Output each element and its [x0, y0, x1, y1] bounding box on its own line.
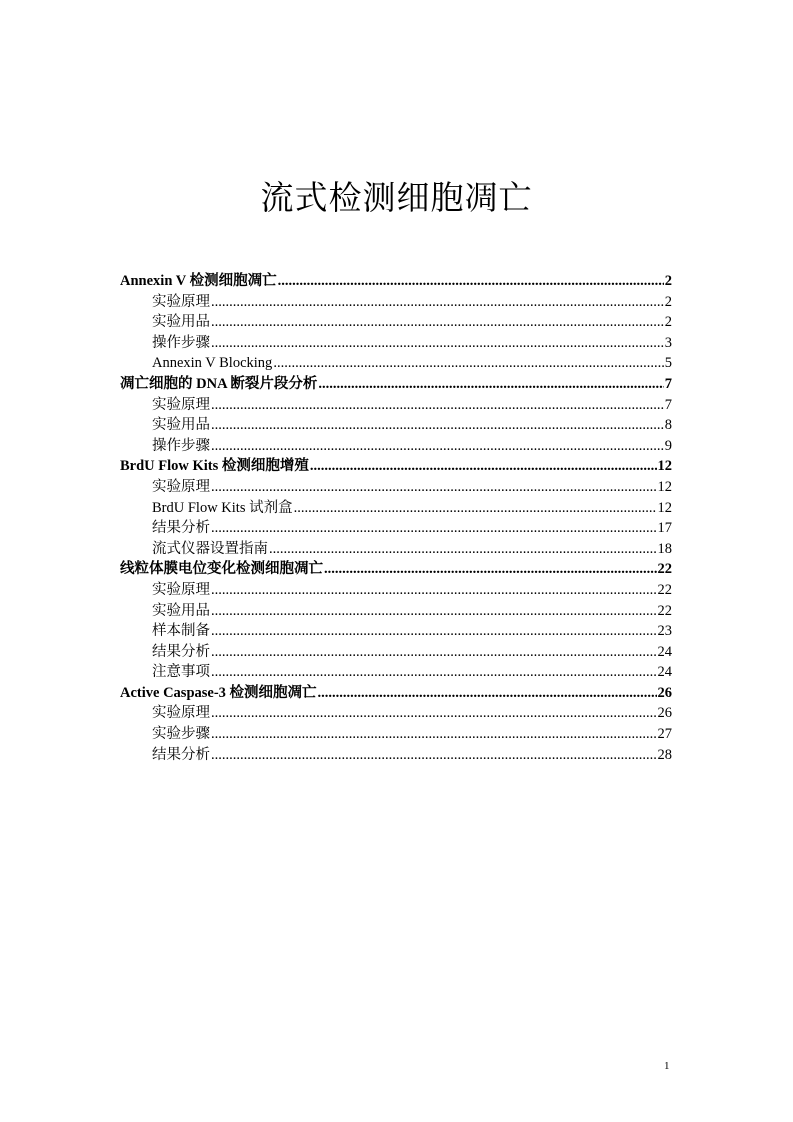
- toc-entry-page: 7: [664, 396, 672, 413]
- toc-entry-page: 3: [664, 334, 672, 351]
- toc-entry-label: 实验步骤: [152, 726, 210, 743]
- toc-leader: [211, 436, 664, 457]
- toc-entry-label: 流式仪器设置指南: [152, 540, 268, 557]
- toc-entry[interactable]: [120, 271, 672, 292]
- toc-entry-page: 9: [664, 437, 672, 454]
- toc-entry[interactable]: [120, 456, 672, 477]
- toc-entry-page: 2: [664, 314, 672, 331]
- toc-entry-label: 结果分析: [152, 520, 210, 537]
- toc-entry-label: 结果分析: [152, 746, 210, 763]
- toc-leader: [211, 395, 664, 416]
- toc-entry[interactable]: [120, 477, 672, 498]
- toc-entry-label: 实验原理: [152, 705, 210, 722]
- toc-entry[interactable]: [120, 292, 672, 313]
- toc-entry-label: 操作步骤: [152, 334, 210, 351]
- toc-entry-label: 实验原理: [152, 293, 210, 310]
- toc-entry[interactable]: [120, 724, 672, 745]
- toc-entry[interactable]: [120, 374, 672, 395]
- toc-entry-page: 12: [657, 458, 672, 475]
- toc-entry-page: 2: [664, 293, 672, 310]
- toc-entry-page: 7: [664, 375, 672, 392]
- toc-entry-label: 实验原理: [152, 478, 210, 495]
- toc-leader: [318, 374, 663, 395]
- toc-leader: [310, 456, 657, 477]
- toc-leader: [211, 580, 657, 601]
- toc-entry-label: Active Caspase-3 检测细胞凋亡: [120, 684, 317, 701]
- toc-entry-label: BrdU Flow Kits 检测细胞增殖: [120, 458, 309, 475]
- toc-entry[interactable]: [120, 683, 672, 704]
- toc-leader: [211, 292, 664, 313]
- toc-leader: [211, 662, 657, 683]
- toc-entry-page: 18: [657, 540, 672, 557]
- document-title: 流式检测细胞凋亡: [260, 178, 533, 217]
- toc-entry-page: 22: [657, 602, 672, 619]
- toc-entry[interactable]: [120, 621, 672, 642]
- toc-leader: [211, 518, 657, 539]
- page-number: 1: [664, 1060, 670, 1072]
- toc-entry-page: 24: [657, 664, 672, 681]
- toc-entry[interactable]: [120, 642, 672, 663]
- toc-leader: [211, 601, 657, 622]
- toc-leader: [211, 724, 657, 745]
- toc-entry[interactable]: [120, 703, 672, 724]
- toc-entry-label: BrdU Flow Kits 试剂盒: [152, 499, 293, 516]
- toc-entry-page: 22: [657, 561, 672, 578]
- toc-entry[interactable]: [120, 539, 672, 560]
- toc-entry-page: 28: [657, 746, 672, 763]
- table-of-contents: [120, 271, 672, 765]
- toc-entry-page: 22: [657, 581, 672, 598]
- toc-entry[interactable]: [120, 580, 672, 601]
- toc-entry[interactable]: [120, 333, 672, 354]
- toc-entry-label: 样本制备: [152, 623, 210, 640]
- toc-leader: [318, 683, 657, 704]
- toc-entry-label: 操作步骤: [152, 437, 210, 454]
- toc-entry-label: 结果分析: [152, 643, 210, 660]
- toc-entry-label: 实验原理: [152, 581, 210, 598]
- toc-entry-label: 凋亡细胞的 DNA 断裂片段分析: [120, 375, 318, 392]
- toc-entry-page: 26: [657, 684, 672, 701]
- toc-leader: [278, 271, 664, 292]
- toc-entry-label: 注意事项: [152, 664, 210, 681]
- toc-entry-page: 12: [657, 499, 672, 516]
- toc-entry-page: 5: [664, 355, 672, 372]
- toc-entry-page: 23: [657, 623, 672, 640]
- toc-leader: [294, 498, 657, 519]
- toc-entry-label: 实验用品: [152, 314, 210, 331]
- toc-entry-label: 实验原理: [152, 396, 210, 413]
- toc-entry[interactable]: [120, 498, 672, 519]
- toc-entry-page: 27: [657, 726, 672, 743]
- toc-entry-page: 2: [664, 273, 672, 289]
- toc-entry[interactable]: [120, 559, 672, 580]
- toc-entry-label: 实验用品: [152, 417, 210, 434]
- toc-leader: [211, 312, 664, 333]
- toc-entry-page: 24: [657, 643, 672, 660]
- toc-leader: [211, 333, 664, 354]
- toc-leader: [324, 559, 657, 580]
- toc-leader: [211, 477, 657, 498]
- toc-entry[interactable]: [120, 353, 672, 374]
- toc-leader: [269, 539, 657, 560]
- toc-leader: [211, 745, 657, 766]
- toc-leader: [211, 703, 657, 724]
- toc-entry-page: 26: [657, 705, 672, 722]
- toc-entry-label: Annexin V 检测细胞凋亡: [120, 273, 277, 289]
- toc-entry[interactable]: [120, 745, 672, 766]
- toc-entry-page: 8: [664, 417, 672, 434]
- toc-entry[interactable]: [120, 415, 672, 436]
- toc-entry[interactable]: [120, 662, 672, 683]
- toc-entry-label: Annexin V Blocking: [152, 355, 273, 372]
- toc-entry-page: 12: [657, 478, 672, 495]
- toc-leader: [211, 621, 657, 642]
- toc-entry-label: 实验用品: [152, 602, 210, 619]
- toc-leader: [211, 642, 657, 663]
- toc-entry-page: 17: [657, 520, 672, 537]
- toc-leader: [273, 353, 663, 374]
- toc-entry[interactable]: [120, 395, 672, 416]
- toc-entry[interactable]: [120, 436, 672, 457]
- toc-leader: [211, 415, 664, 436]
- toc-entry-label: 线粒体膜电位变化检测细胞凋亡: [120, 561, 323, 578]
- toc-entry[interactable]: [120, 518, 672, 539]
- toc-entry[interactable]: [120, 601, 672, 622]
- toc-entry[interactable]: [120, 312, 672, 333]
